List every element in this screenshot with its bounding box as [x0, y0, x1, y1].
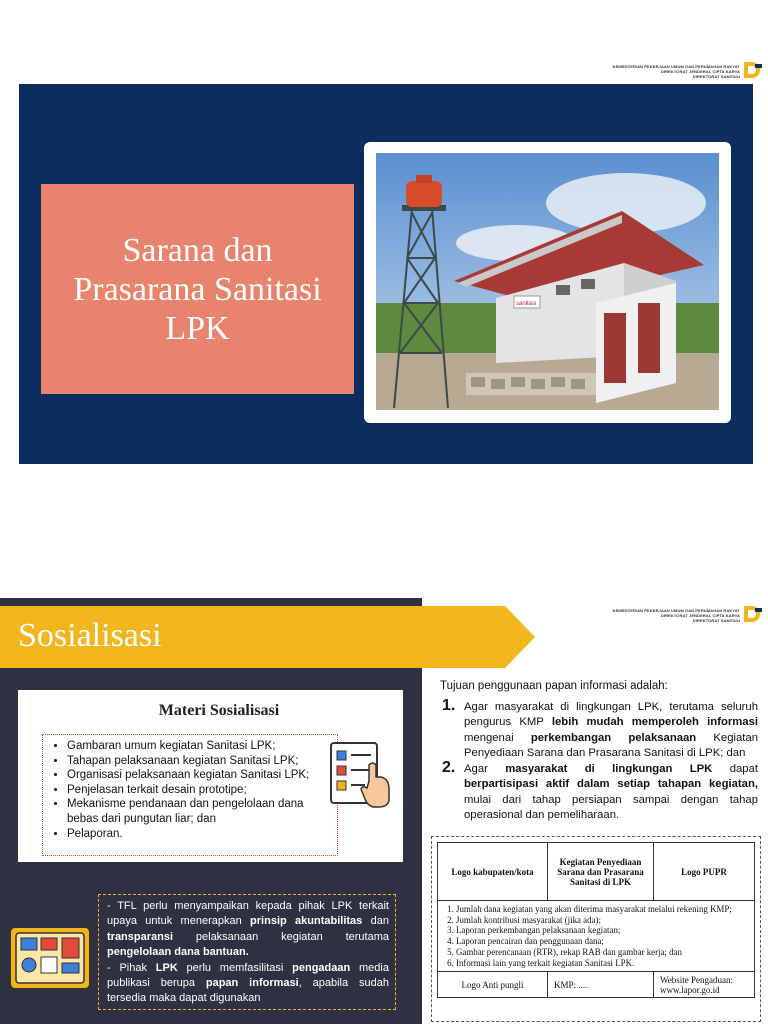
text-run-bold: berpartisipasi aktif dalam setiap tahapan kegiatan, [464, 778, 758, 791]
ministry-header-2 [560, 608, 740, 623]
table-row [438, 901, 755, 972]
tfl-paragraph-1 [107, 899, 389, 961]
website-pengaduan-cell: Website Pengaduan: www.lapor.go.id [654, 972, 755, 998]
slide-title: Sarana dan Prasarana Sanitasi LPK [73, 231, 322, 347]
information-board-icon [8, 925, 92, 991]
tfl-note-box [98, 894, 396, 1010]
text-run: media publikasi berupa [107, 961, 389, 990]
text-run: mulai dari tahap persiapan sampai dengan tahap operasional dan pemeliharaan. [464, 793, 758, 822]
logo-anti-pungli-cell: Logo Anti pungli [438, 972, 548, 998]
text-run: perlu memfasilitasi [177, 961, 293, 974]
photo-sign-text: sanitasi [516, 301, 537, 307]
sanitation-building-photo [376, 153, 719, 410]
board-info-list-cell [438, 901, 755, 972]
text-run: Agar masyarakat di lingkungan LPK, terutama seluruh pengurus KMP [464, 701, 758, 729]
list-item: • Penjelasan terkait desain prototipe; [67, 783, 331, 798]
ministry-line-2: DIREKTORAT JENDERAL CIPTA KARYA [660, 613, 740, 618]
slide-sosialisasi [0, 598, 768, 1024]
ministry-line-2: DIREKTORAT JENDERAL CIPTA KARYA [660, 69, 740, 74]
materi-list [42, 734, 338, 856]
text-run-bold: papan informasi [205, 977, 299, 990]
table-row [438, 843, 755, 901]
text-run: Kegiatan Penyediaan Sarana dan Prasarana Sanitasi di LPK; dan [464, 731, 758, 759]
text-run: , apabila sudah tersedia maka dapat digunakan [107, 977, 389, 1005]
tujuan-intro: Tujuan penggunaan papan informasi adalah: [440, 680, 668, 692]
slide-sarana-prasarana [0, 0, 768, 470]
item-number: 1. [442, 697, 456, 714]
logo-pupr-cell: Logo PUPR [654, 843, 755, 901]
checklist-icon [329, 741, 395, 811]
list-item: 4. Laporan pencairan dan penggunaan dana; [456, 936, 748, 947]
text-run-bold: lebih mudah memperoleh informasi [551, 716, 759, 729]
text-run: dan [362, 915, 389, 928]
tfl-paragraph-2 [107, 961, 389, 1007]
tujuan-item-2 [440, 759, 758, 823]
list-item: • Organisasi pelaksanaan kegiatan Sanitasi LPK; [67, 768, 331, 783]
title-box [41, 184, 354, 394]
text-run: Agar [464, 763, 506, 776]
list-item: 2. Jumlah kontribusi masyarakat (jika ada); [456, 915, 748, 926]
text-run-bold: pengelolaan dana bantuan. [107, 946, 249, 959]
slide-title-sosialisasi: Sosialisasi [18, 617, 162, 654]
text-run-bold: LPK [155, 961, 178, 974]
ministry-line-1: KEMENTERIAN PEKERJAAN UMUM DAN PERUMAHAN RAKYAT [612, 64, 740, 69]
item-number: 2. [442, 759, 456, 777]
ministry-line-3: DIREKTORAT SANITASI [692, 618, 740, 623]
list-item: 3. Laporan perkembangan pelaksanaan kegiatan; [456, 925, 748, 936]
text-run: - Pihak [107, 961, 156, 974]
text-run-bold: prinsip akuntabilitas [250, 915, 363, 928]
list-item: • Tahapan pelaksanaan kegiatan Sanitasi LPK; [67, 754, 331, 769]
text-run-bold: masyarakat di lingkungan LPK [505, 763, 713, 776]
information-board-sample [431, 836, 761, 1022]
logo-kabupaten-cell: Logo kabupaten/kota [438, 843, 548, 901]
list-item: • Mekanisme pendanaan dan pengelolaan dana bebas dari pungutan liar; dan [67, 797, 331, 826]
ministry-line-1: KEMENTERIAN PEKERJAAN UMUM DAN PERUMAHAN RAKYAT [612, 608, 740, 613]
text-run-bold: pengadaan [292, 961, 351, 974]
information-board-table [437, 842, 755, 998]
tujuan-item-1 [440, 697, 759, 761]
kegiatan-title-cell: Kegiatan Penyediaan Sarana dan Prasarana Sanitasi di LPK [548, 843, 654, 901]
text-run: - TFL perlu menyampaikan kepada pihak LPK terkait upaya untuk menerapkan [107, 900, 389, 928]
text-run: pelaksanaan kegiatan terutama [173, 930, 389, 943]
text-run: dapat [712, 763, 758, 776]
text-run-bold: perkembangan pelaksanaan [530, 731, 697, 744]
ministry-line-3: DIREKTORAT SANITASI [692, 74, 740, 79]
kmp-cell: KMP: .... [548, 972, 654, 998]
list-item: • Pelaporan. [67, 827, 331, 842]
tujuan-section [440, 680, 758, 824]
text-run: mengenai [464, 731, 531, 744]
materi-heading: Materi Sosialisasi [158, 702, 280, 719]
materi-sosialisasi-box [18, 690, 403, 862]
list-item: • Gambaran umum kegiatan Sanitasi LPK; [67, 739, 331, 754]
ministry-header [560, 64, 740, 79]
list-item: 1. Jumlah dana kegiatan yang akan diterima masyarakat melalui rekening KMP; [456, 904, 748, 915]
text-run-bold: transparansi [107, 930, 174, 943]
pupr-logo-icon [742, 60, 764, 80]
pupr-logo-icon [742, 604, 764, 624]
table-row [438, 972, 755, 998]
list-item: 6. Informasi lain yang terkait kegiatan Sanitasi LPK. [456, 958, 748, 969]
list-item: 5. Gambar perencanaan (RTR), rekap RAB dan gambar kerja; dan [456, 947, 748, 958]
